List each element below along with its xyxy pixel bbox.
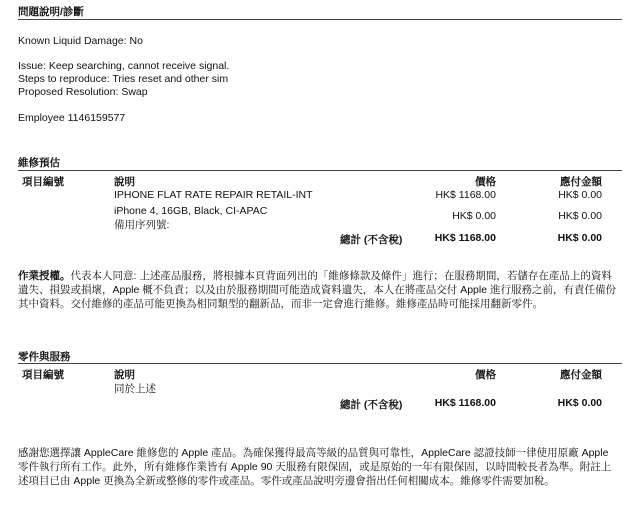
parts-header-desc: 說明 [114, 369, 135, 381]
estimate-header-price: 價格 [475, 176, 496, 188]
estimate-row-due: HK$ 0.00 [558, 189, 602, 201]
estimate-row-price: HK$ 0.00 [452, 210, 496, 222]
estimate-row-price: HK$ 1168.00 [435, 189, 496, 201]
estimate-total-due: HK$ 0.00 [557, 232, 602, 244]
estimate-total-label: 總計 (不含稅) [340, 234, 403, 246]
authorization-label: 作業授權。 [18, 270, 71, 282]
estimate-header-desc: 說明 [114, 176, 135, 188]
estimate-total-price: HK$ 1168.00 [434, 232, 496, 244]
estimate-header-due: 應付金額 [560, 176, 602, 188]
parts-total-price: HK$ 1168.00 [434, 397, 496, 409]
footer-paragraph: 感謝您選擇讓 AppleCare 維修您的 Apple 產品。為確保獲得最高等級的品質與可靠性，AppleCare 認證技師一律使用原廠 Apple 零件執行所有工作。此外，所有維修作業皆有 Apple 90 天服務有限保固，或是原始的一年有限保固，以時間較長者為準。附註上述項目已由 Apple 更換為全新或整修的零件或產品。零件或產品說明旁邊會指出任何相關成本。維修零件需要加稅。 [18, 447, 612, 487]
serial-label: 備用序列號: [114, 219, 170, 231]
diagnosis-title: 問題說明/診斷 [18, 6, 84, 18]
parts-title: 零件與服務 [18, 351, 71, 363]
diagnosis-rule [18, 19, 622, 20]
parts-row-desc: 同於上述 [114, 383, 156, 395]
parts-header-due: 應付金額 [560, 369, 602, 381]
parts-total-due: HK$ 0.00 [557, 397, 602, 409]
parts-total-label: 總計 (不含稅) [340, 399, 403, 411]
authorization-paragraph [18, 269, 616, 311]
resolution-text: Proposed Resolution: Swap [18, 86, 148, 98]
parts-rule [18, 363, 622, 364]
estimate-header-item: 項目編號 [22, 176, 64, 188]
authorization-text: 代表本人同意: 上述產品服務，將根據本頁背面列出的「維修條款及條件」進行；在服務期間，若儲存在產品上的資料遺失、損毀或損壞，Apple 概不負責；以及由於服務期間可能造成資料遺失，本人在將產品交付 Apple 進行服務之前，有責任備份其中資料。交付維修的產品可能更換為相同類型的翻新品，而非一定會進行維修。維修產品時可能採用翻新零件。 [18, 270, 616, 310]
employee-text: Employee 1146159577 [18, 112, 126, 124]
parts-header-price: 價格 [475, 369, 496, 381]
estimate-row-desc: iPhone 4, 16GB, Black, CI-APAC [114, 205, 268, 217]
issue-text: Issue: Keep searching, cannot receive signal. [18, 60, 230, 72]
parts-header-item: 項目編號 [22, 369, 64, 381]
estimate-row-desc: IPHONE FLAT RATE REPAIR RETAIL-INT [114, 189, 313, 201]
estimate-row-due: HK$ 0.00 [558, 210, 602, 222]
estimate-title: 維修預估 [18, 157, 60, 169]
steps-text: Steps to reproduce: Tries reset and other sim [18, 73, 229, 85]
estimate-rule [18, 170, 622, 171]
liquid-damage-text: Known Liquid Damage: No [18, 35, 143, 47]
